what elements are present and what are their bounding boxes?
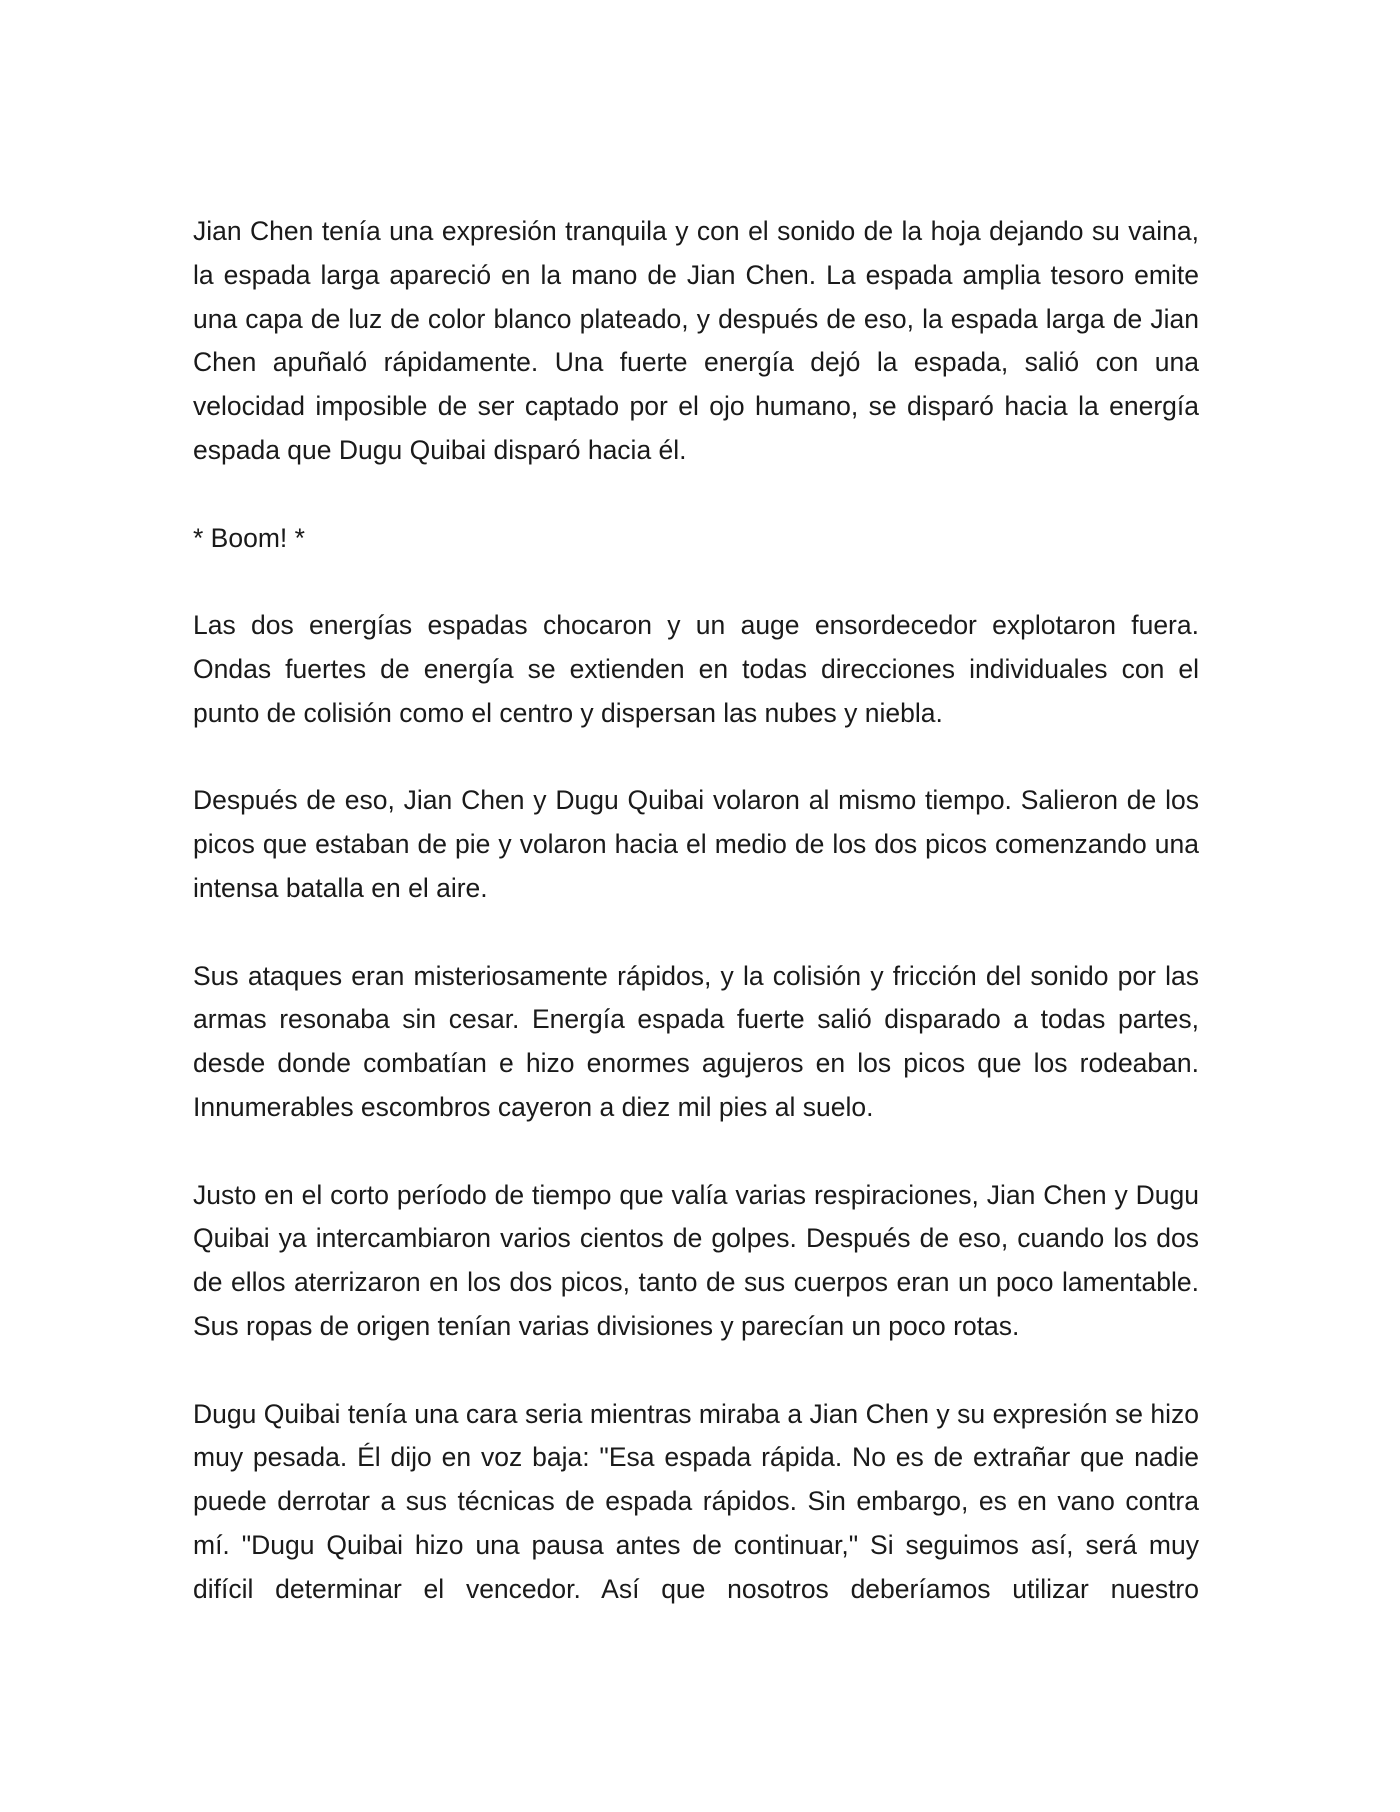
paragraph: Jian Chen tenía una expresión tranquila y con el sonido de la hoja dejando su vaina, la espada larga apareció en la mano de Jian Chen. La espada amplia tesoro emite una capa de luz de color blanco plateado, y después de eso, la espada larga de Jian Chen apuñaló rápidamente. Una fuerte energía dejó la espada, salió con una velocidad imposible de ser captado por el ojo humano, se disparó hacia la energía espada que Dugu Quibai disparó hacia él. — [193, 216, 1199, 465]
paragraph: Después de eso, Jian Chen y Dugu Quibai volaron al mismo tiempo. Salieron de los picos que estaban de pie y volaron hacia el medio de los dos picos comenzando una intensa batalla en el aire. — [193, 785, 1199, 903]
document-page — [193, 210, 1199, 1612]
paragraph: Dugu Quibai tenía una cara seria mientras miraba a Jian Chen y su expresión se hizo muy pesada. Él dijo en voz baja: "Esa espada rápida. No es de extrañar que nadie puede derrotar a sus técnicas de espada rápidos. Sin embargo, es en vano contra mí. "Dugu Quibai hizo una pausa antes de continuar," Si seguimos así, será muy difícil determinar el vencedor. Así que nosotros deberíamos utilizar nuestro — [193, 1398, 1199, 1604]
paragraph: * Boom! * — [193, 522, 305, 553]
paragraph: Las dos energías espadas chocaron y un auge ensordecedor explotaron fuera. Ondas fuertes de energía se extienden en todas direcciones individuales con el punto de colisión como el centro y dispersan las nubes y niebla. — [193, 610, 1199, 728]
paragraph: Justo en el corto período de tiempo que valía varias respiraciones, Jian Chen y Dugu Quibai ya intercambiaron varios cientos de golpes. Después de eso, cuando los dos de ellos aterrizaron en los dos picos, tanto de sus cuerpos eran un poco lamentable. Sus ropas de origen tenían varias divisiones y parecían un poco rotas. — [193, 1179, 1199, 1341]
paragraph: Sus ataques eran misteriosamente rápidos, y la colisión y fricción del sonido por las armas resonaba sin cesar. Energía espada fuerte salió disparado a todas partes, desde donde combatían e hizo enormes agujeros en los picos que los rodeaban. Innumerables escombros cayeron a diez mil pies al suelo. — [193, 960, 1199, 1122]
